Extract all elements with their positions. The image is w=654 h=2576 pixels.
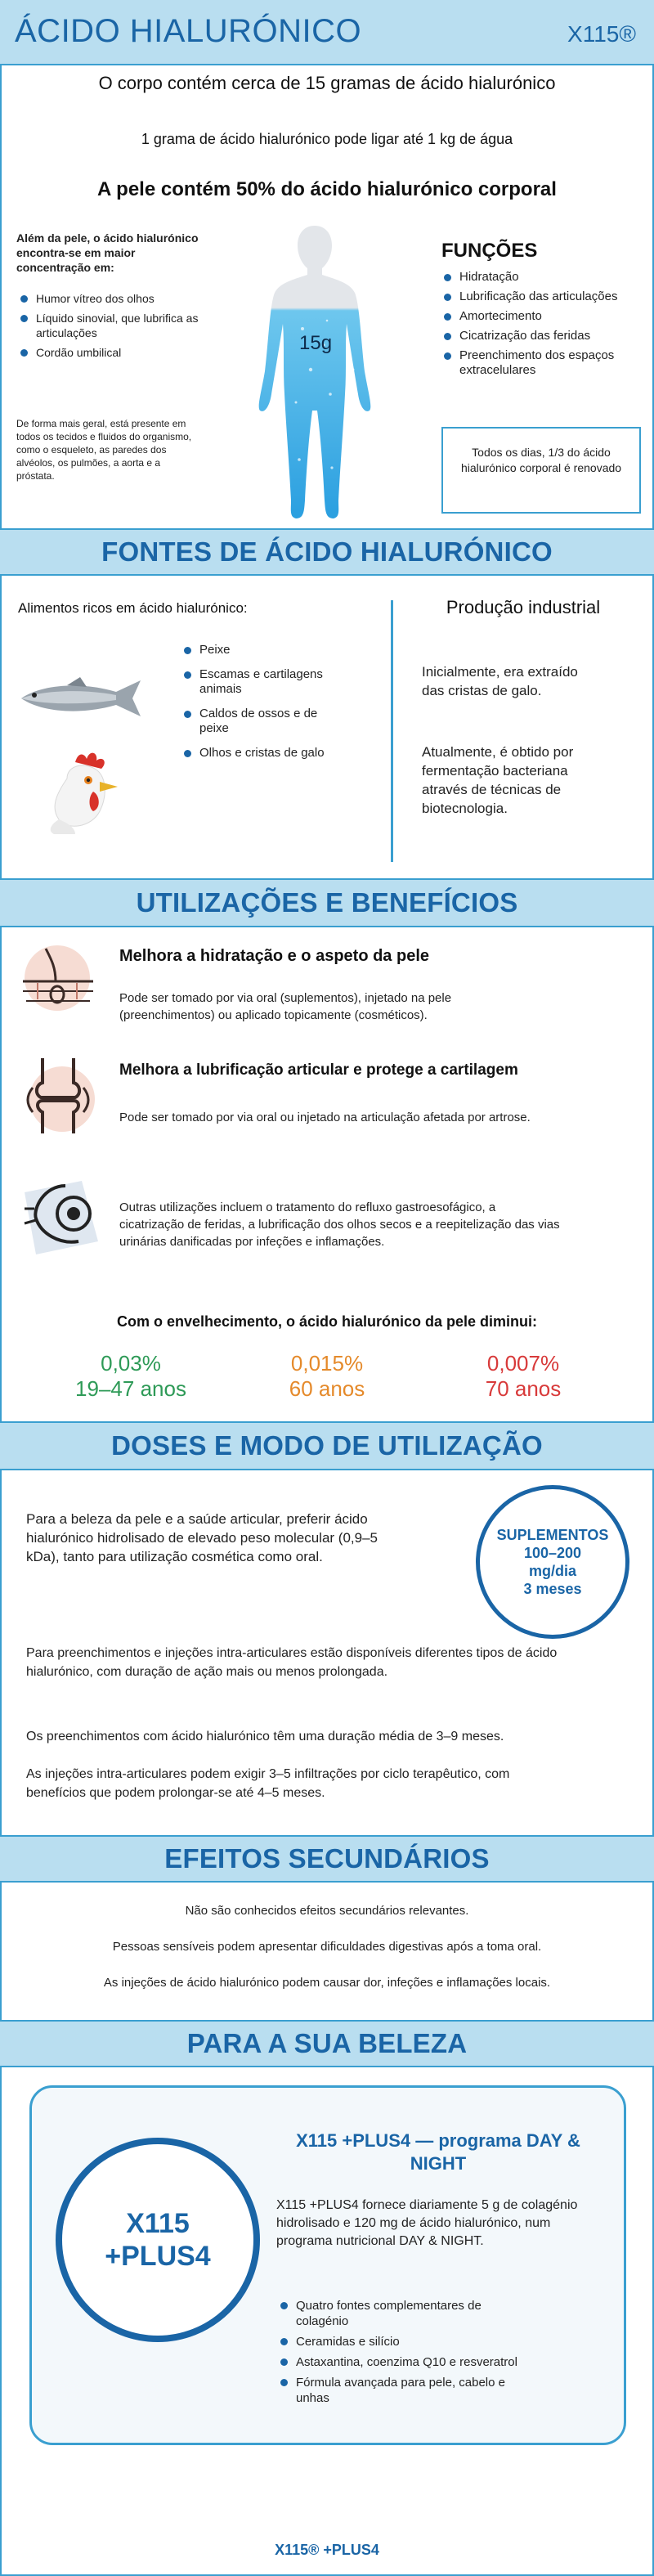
stat-value: 0,015%	[290, 1351, 364, 1376]
fish-illustration	[18, 675, 149, 721]
section-title: FONTES DE ÁCIDO HIALURÓNICO	[101, 536, 553, 567]
stat-value: 0,03%	[101, 1351, 161, 1376]
rooster-illustration	[43, 746, 132, 836]
doses-text-2: Para preenchimentos e injeções intra-articulares estão disponíveis diferentes tipos de ácido hialurónico, com duração de ação mais ou menos prolongada.	[26, 1646, 558, 1679]
circle-line: 3 meses	[523, 1581, 582, 1597]
list-item: Cordão umbilical	[18, 345, 214, 360]
list-item: Fórmula avançada para pele, cabelo e unhas	[278, 2375, 523, 2406]
eye-icon	[16, 1176, 106, 1258]
side-effect-2: Pessoas sensíveis podem apresentar dificuldades digestivas após a toma oral.	[112, 1940, 542, 1954]
stat-age: 19–47 anos	[75, 1376, 186, 1401]
list-item: Olhos e cristas de galo	[181, 746, 345, 761]
circle-line: SUPLEMENTOS	[496, 1527, 609, 1543]
benefit-2-text: Pode ser tomado por via oral ou injetado na articulação afetada por artrose.	[119, 1111, 531, 1124]
list-item: Caldos de ossos e de peixe	[181, 707, 345, 736]
section-title: EFEITOS SECUNDÁRIOS	[164, 1843, 490, 1874]
list-item: Humor vítreo dos olhos	[18, 291, 214, 306]
body-amount-label: 15g	[299, 332, 333, 354]
stat-age: 60 anos	[289, 1376, 365, 1401]
stat-value: 0,007%	[486, 1351, 560, 1376]
list-item: Líquido sinovial, que lubrifica as articulações	[18, 311, 214, 340]
list-item: Ceramidas e silício	[278, 2334, 523, 2349]
aging-stat-70	[441, 1351, 605, 1402]
doses-text-4: As injeções intra-articulares podem exigir 3–5 infiltrações por ciclo terapêutico, com benefícios que podem prolongar-se até 4–5 meses.	[26, 1767, 510, 1800]
human-body-figure	[245, 222, 384, 522]
circle-line: 100–200	[523, 1545, 582, 1561]
tissue-note: De forma mais geral, está presente em todos os tecidos e fluidos do organismo, como o esqueleto, as paredes dos alvéolos, os pulmões, a aorta e a próstata.	[16, 418, 192, 482]
foods-heading: Alimentos ricos em ácido hialurónico:	[18, 600, 248, 616]
side-effect-1: Não são conhecidos efeitos secundários relevantes.	[185, 1904, 469, 1918]
sources-divider	[391, 600, 393, 862]
foods-list	[181, 643, 345, 765]
benefit-1-text: Pode ser tomado por via oral (suplementos), injetado na pele (preenchimentos) ou aplicado topicamente (cosméticos).	[119, 991, 452, 1022]
list-item: Peixe	[181, 643, 345, 657]
side-effect-3: As injeções de ácido hialurónico podem causar dor, infeções e inflamações locais.	[103, 1976, 551, 1990]
intro-line-2: 1 grama de ácido hialurónico pode ligar até 1 kg de água	[141, 131, 513, 147]
product-circle	[56, 2138, 260, 2342]
benefit-1-title: Melhora a hidratação e o aspeto da pele	[119, 947, 430, 965]
intro-line-1: O corpo contém cerca de 15 gramas de ácido hialurónico	[98, 73, 556, 93]
section-title: DOSES E MODO DE UTILIZAÇÃO	[111, 1430, 543, 1461]
list-item: Cicatrização das feridas	[441, 329, 621, 343]
circle-line: mg/dia	[528, 1563, 576, 1579]
renewal-text: Todos os dias, 1/3 do ácido hialurónico corporal é renovado	[460, 446, 622, 474]
aging-stats	[0, 1351, 654, 1408]
renewal-box	[441, 427, 641, 514]
functions-heading: FUNÇÕES	[441, 240, 538, 262]
industrial-text-1: Inicialmente, era extraído das cristas de galo.	[422, 664, 578, 698]
intro-line-3: A pele contém 50% do ácido hialurónico corporal	[97, 178, 557, 200]
aging-stat-60	[245, 1351, 409, 1402]
section-band-beauty	[0, 2020, 654, 2067]
list-item: Amortecimento	[441, 309, 621, 324]
list-item: Hidratação	[441, 270, 621, 285]
header-bar	[0, 0, 654, 65]
brand-label: X115®	[567, 21, 636, 47]
product-circle-line-1: X115	[126, 2208, 190, 2239]
benefit-3-text: Outras utilizações incluem o tratamento do refluxo gastroesofágico, a cicatrização de feridas, a lubrificação dos olhos secos e a reepitelização das vias urinárias danificadas por infeções e inflamações.	[119, 1200, 560, 1249]
section-title: UTILIZAÇÕES E BENEFÍCIOS	[136, 887, 518, 918]
section-band-sources	[0, 528, 654, 576]
stat-age: 70 anos	[485, 1376, 562, 1401]
doses-text-3: Os preenchimentos com ácido hialurónico têm uma duração média de 3–9 meses.	[26, 1730, 504, 1744]
concentration-list	[18, 291, 214, 365]
list-item: Astaxantina, coenzima Q10 e resveratrol	[278, 2354, 523, 2370]
section-band-side-effects	[0, 1835, 654, 1883]
benefit-2-title: Melhora a lubrificação articular e protege a cartilagem	[119, 1061, 518, 1079]
list-item: Quatro fontes complementares de colagénio	[278, 2298, 523, 2329]
section-band-uses	[0, 878, 654, 927]
industrial-text-2: Atualmente, é obtido por fermentação bacteriana através de técnicas de biotecnologia.	[422, 744, 574, 816]
functions-list	[441, 270, 621, 383]
section-band-doses	[0, 1421, 654, 1470]
footer-brand: X115® +PLUS4	[275, 2542, 379, 2558]
industrial-heading: Produção industrial	[446, 597, 601, 617]
product-features	[278, 2298, 523, 2411]
list-item: Preenchimento dos espaços extracelulares	[441, 348, 621, 378]
supplements-circle	[476, 1485, 629, 1639]
joint-icon	[18, 1055, 100, 1137]
product-text: X115 +PLUS4 fornece diariamente 5 g de colagénio hidrolisado e 120 mg de ácido hialurónico, num programa nutricional DAY & NIGHT.	[276, 2198, 578, 2248]
doses-text-1: Para a beleza da pele e a saúde articular, preferir ácido hialurónico hidrolisado de elevado peso molecular (0,9–5 kDa), tanto para utilização cosmética como oral.	[26, 1511, 378, 1564]
section-title: PARA A SUA BELEZA	[186, 2028, 468, 2058]
page-title: ÁCIDO HIALURÓNICO	[15, 13, 362, 49]
aging-heading: Com o envelhecimento, o ácido hialurónico da pele diminui:	[116, 1313, 538, 1330]
product-heading: X115 +PLUS4 — programa DAY & NIGHT	[296, 2130, 580, 2174]
concentration-heading: Além da pele, o ácido hialurónico encontra-se em maior concentração em:	[16, 231, 199, 274]
skin-icon	[18, 942, 100, 1016]
list-item: Lubrificação das articulações	[441, 289, 621, 304]
aging-stat-young	[49, 1351, 213, 1402]
list-item: Escamas e cartilagens animais	[181, 667, 345, 697]
product-circle-line-2: +PLUS4	[105, 2241, 211, 2272]
